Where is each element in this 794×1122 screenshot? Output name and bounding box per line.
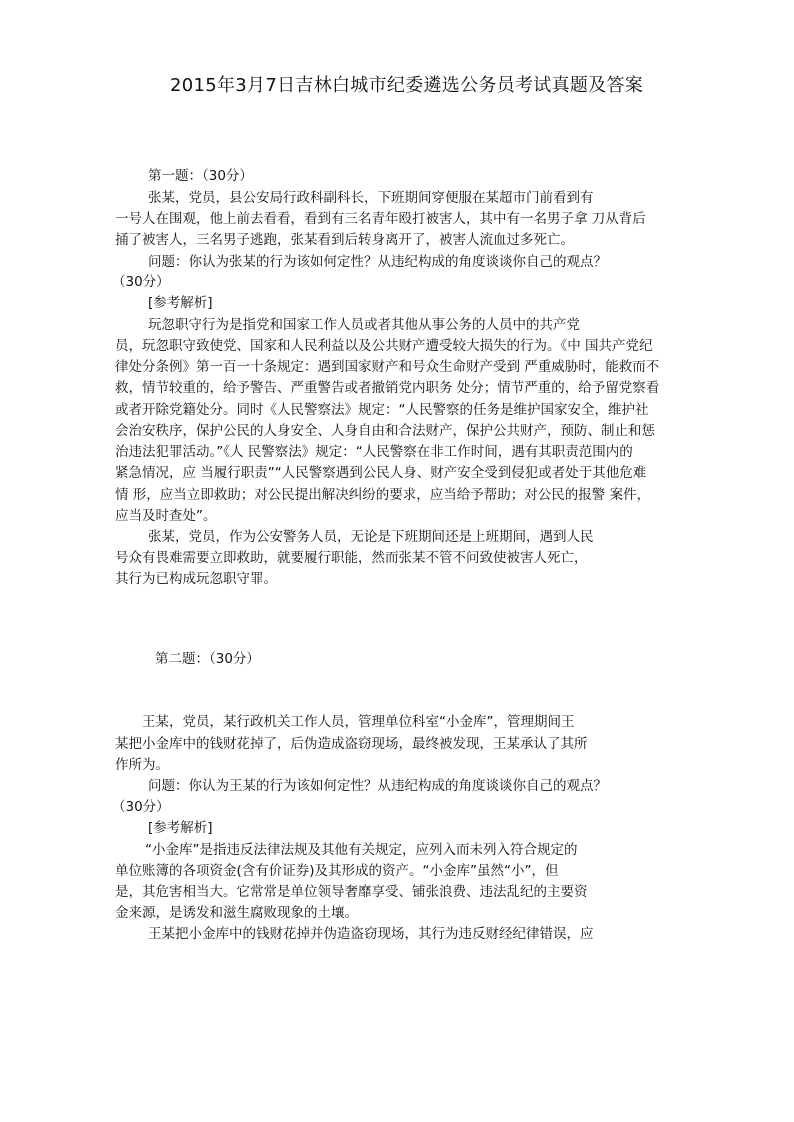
- q1-conclusion-line: 其行为已构成玩忽职守罪。: [115, 571, 277, 587]
- q1-analysis-line: 员，玩忽职守致使党、国家和人民利益以及公共财产遭受较大损失的行为。《中 国共产党纪: [115, 338, 653, 354]
- q1-text-line: 一号人在围观，他上前去看看，看到有三名青年殴打被害人，其中有一名男子拿 刀从背后: [115, 211, 646, 227]
- q1-conclusion-line: 张某，党员，作为公安警务人员，无论是下班期间还是上班期间，遇到人民: [148, 529, 594, 545]
- q2-conclusion-line: 王某把小金库中的钱财花掉并伪造盗窃现场，其行为违反财经纪律错误，应: [148, 926, 594, 942]
- q2-analysis-line: 是，其危害相当大。它常常是单位领导奢靡享受、铺张浪费、违法乱纪的主要资: [115, 884, 588, 900]
- q1-analysis-line: 情 形，应当立即救助；对公民提出解决纠纷的要求，应当给予帮助；对公民的报警 案件，: [115, 487, 651, 503]
- q1-analysis-line: 救，情节较重的，给予警告、严重警告或者撤销党内职务 处分；情节严重的，给予留党察看: [115, 380, 660, 396]
- q1-analysis-line: 律处分条例》第一百一十条规定：遇到国家财产和号众生命财产受到 严重威胁时，能救而不: [115, 359, 660, 375]
- q1-heading: 第一题：（30分）: [148, 168, 253, 184]
- document-title: 2015年3月7日吉林白城市纪委遴选公务员考试真题及答案: [170, 75, 644, 96]
- q2-text-line: 王某，党员，某行政机关工作人员，管理单位科室“小金库”，管理期间王: [142, 714, 575, 730]
- q2-question-points: （30分）: [112, 799, 170, 815]
- q2-text-line: 作所为。: [115, 757, 169, 773]
- q1-analysis-label: [参考解析]: [148, 295, 213, 311]
- q1-question: 问题：你认为张某的行为该如何定性？从违纪构成的角度谈谈你自己的观点？: [148, 254, 607, 270]
- q2-analysis-label: [参考解析]: [148, 820, 213, 836]
- q1-analysis-line: 紧急情况，应 当履行职责”“人民警察遇到公民人身、财产安全受到侵犯或者处于其他危难: [115, 465, 647, 481]
- q2-text-line: 某把小金库中的钱财花掉了，后伪造成盗窃现场，最终被发现，王某承认了其所: [115, 736, 588, 752]
- q2-analysis-line: “小金库”是指违反法律法规及其他有关规定，应列入而未列入符合规定的: [145, 842, 578, 858]
- q1-text-line: 捅了被害人，三名男子逃跑，张某看到后转身离开了，被害人流血过多死亡。: [115, 232, 574, 248]
- q1-analysis-line: 玩忽职守行为是指党和国家工作人员或者其他从事公务的人员中的共产党: [148, 317, 580, 333]
- q1-analysis-line: 或者开除党籍处分。同时《人民警察法》规定：“人民警察的任务是维护国家安全，维护社: [115, 402, 649, 418]
- q1-text-line: 张某，党员，县公安局行政科副科长，下班期间穿便服在某超市门前看到有: [148, 190, 594, 206]
- q1-question-points: （30分）: [112, 274, 170, 290]
- q1-analysis-line: 会治安秩序，保护公民的人身安全、人身自由和合法财产，保护公共财产，预防、制止和惩: [115, 423, 655, 439]
- q1-conclusion-line: 号众有畏难需要立即救助，就要履行职能，然而张某不管不问致使被害人死亡，: [115, 550, 588, 566]
- q2-analysis-line: 金来源，是诱发和滋生腐败现象的土壤。: [115, 905, 358, 921]
- q2-question: 问题：你认为王某的行为该如何定性？从违纪构成的角度谈谈你自己的观点？: [148, 778, 607, 794]
- q1-analysis-line: 治违法犯罪活动。”《人 民警察法》规定：“人民警察在非工作时间，遇有其职责范围内的: [115, 444, 633, 460]
- q2-analysis-line: 单位账簿的各项资金(含有价证券)及其形成的资产。“小金库”虽然“小”，但: [115, 863, 559, 879]
- q2-heading: 第二题：（30分）: [155, 651, 260, 667]
- q1-analysis-line: 应当及时查处”。: [115, 508, 217, 524]
